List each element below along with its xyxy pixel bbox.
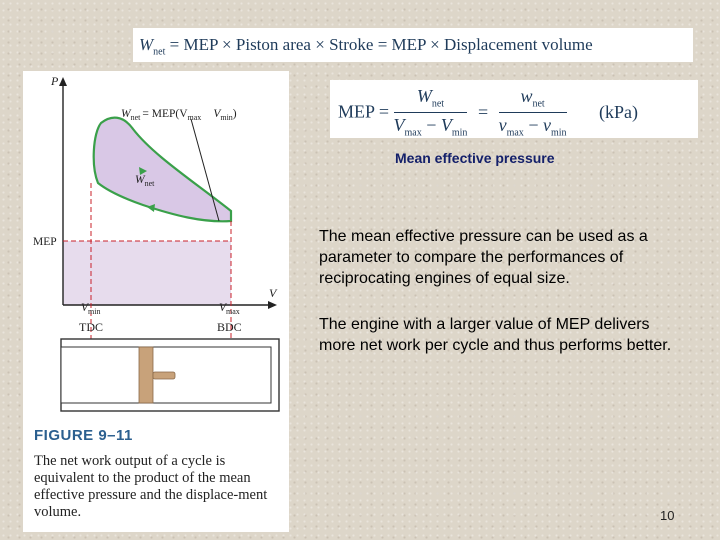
w-symbol: W (139, 35, 154, 54)
cycle-curve (94, 118, 231, 222)
v-max-specific: v (498, 114, 507, 135)
figure-panel (23, 71, 289, 532)
mep-axis-label: MEP (33, 236, 57, 248)
equals-mep-2: = MEP × (377, 35, 440, 54)
figure-caption: The net work output of a cycle is equivalent to the product of the mean effective pressure and the displace-ment volume. (34, 453, 268, 520)
minus-sign-2: − (528, 114, 539, 135)
times-sign: × (315, 35, 325, 54)
net-subscript: net (153, 46, 166, 58)
tdc-label: TDC (79, 320, 103, 334)
displacement-formula (133, 28, 693, 62)
wnet-callout: $W_{net} = MEP(V_{max}$ $V_{min}$) (121, 108, 237, 122)
fraction-specific (499, 86, 567, 138)
piston-area-term: Piston area (235, 35, 311, 54)
sub-min: min (451, 127, 468, 139)
vmax-label: $V_{max}$ (219, 302, 240, 316)
page-number: 10 (660, 508, 675, 523)
slide-title: Mean effective pressure (395, 150, 555, 166)
w-net-numerator: W (416, 86, 432, 106)
equals-mep: = MEP × (169, 35, 232, 54)
sub-max: max (404, 127, 422, 139)
connecting-rod (153, 372, 175, 379)
figure-label: FIGURE 9–11 (34, 427, 133, 444)
displacement-volume-term: Displacement volume (443, 35, 593, 54)
v-min-specific: v (542, 114, 551, 135)
stroke-term: Stroke (329, 35, 374, 54)
unit-kpa: (kPa) (599, 101, 639, 122)
sub-net: net (431, 98, 445, 110)
fraction-total (394, 86, 468, 138)
minus-sign: − (426, 114, 437, 135)
vmin-label: $V_{min}$ (81, 302, 101, 316)
mep-lhs: MEP = (338, 101, 389, 122)
paragraph-parameter: The mean effective pressure can be used as a parameter to compare the performances of reciprocating engines of equal size. (319, 228, 648, 287)
paragraph-larger-mep: The engine with a larger value of MEP delivers more net work per cycle and thus performs better. (319, 316, 672, 354)
v-axis-arrow (268, 301, 277, 309)
wnet-region-label: $W_{net}$ (135, 174, 155, 188)
mep-formula (330, 80, 698, 138)
bdc-label: BDC (217, 320, 242, 334)
p-axis-arrow (59, 77, 67, 86)
v-min: V (440, 114, 452, 135)
axis-v-label: V (269, 286, 277, 300)
sub-max-2: max (506, 127, 524, 139)
w-net-specific: w (520, 86, 533, 106)
v-max: V (393, 114, 405, 135)
axis-p-label: P (51, 74, 59, 88)
equals-sign: = (477, 101, 489, 122)
sub-net-2: net (532, 98, 545, 110)
mep-rectangle (63, 241, 231, 305)
sub-min-2: min (550, 127, 567, 139)
piston (139, 347, 153, 403)
